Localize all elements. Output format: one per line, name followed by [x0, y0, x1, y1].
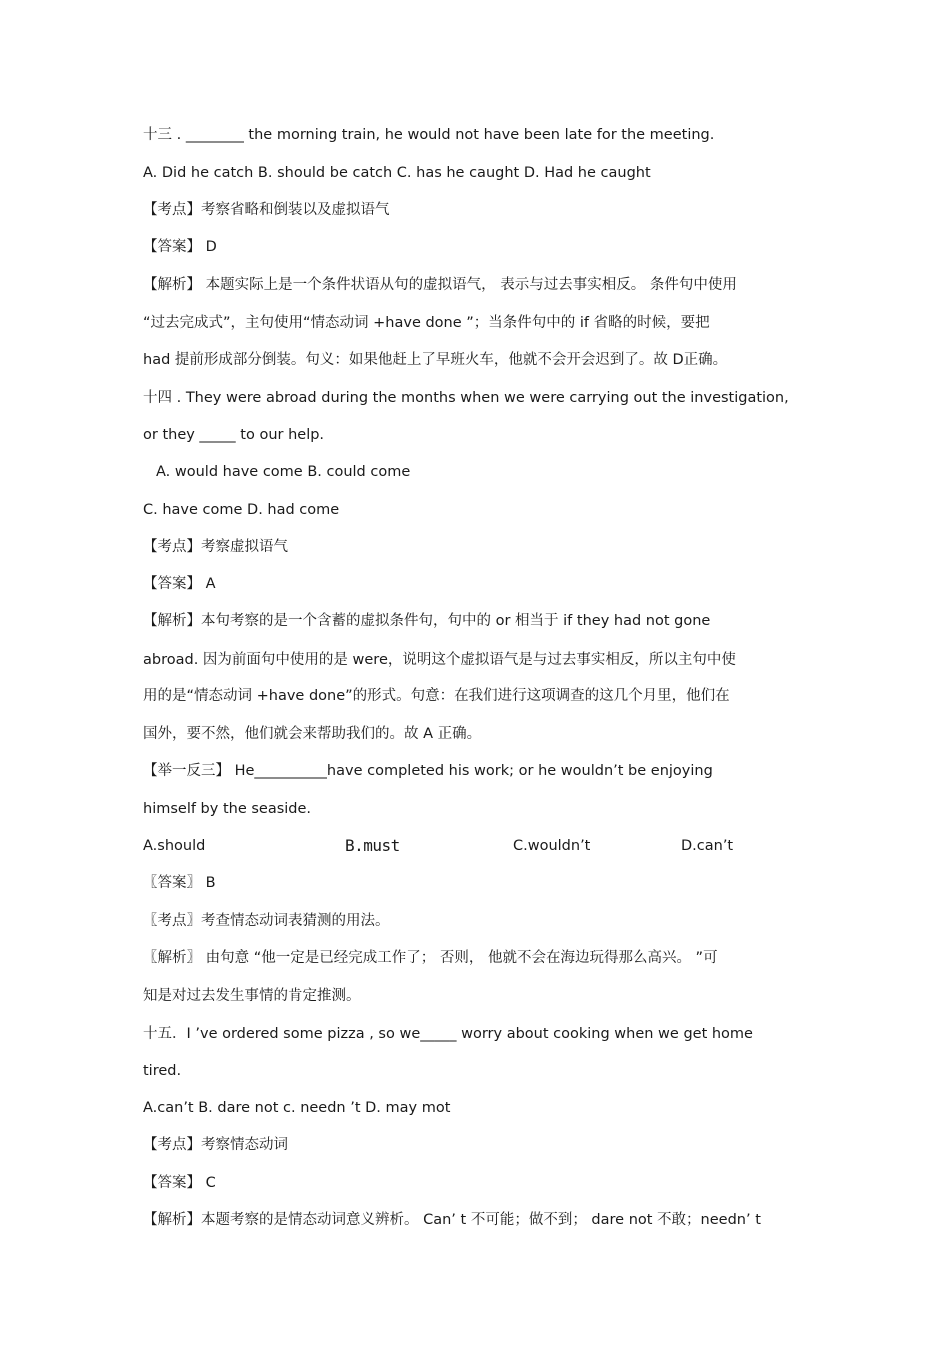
- q13-analysis-3: had 提前形成部分倒装。句义：如果他赶上了早班火车，他就不会开会迟到了。故 D正确。: [143, 352, 728, 368]
- question-15-cont: tired.: [143, 1063, 182, 1079]
- q14-analysis-4: 国外，要不然，他们就会来帮助我们的。故 A 正确。: [143, 726, 482, 742]
- ext-analysis-2: 知是对过去发生事情的肯定推测。: [143, 988, 361, 1004]
- extension-question-cont: himself by the seaside.: [143, 801, 312, 817]
- question-13: 十三 . ________ the morning train, he would not have been late for the meeting.: [143, 127, 715, 143]
- option-c: C.wouldn’t: [513, 838, 591, 854]
- option-d: D.can’t: [681, 838, 734, 854]
- ext-kaodian: 〖考点〗考查情态动词表猜测的用法。: [143, 913, 390, 929]
- q15-kaodian: 【考点】考察情态动词: [143, 1137, 288, 1153]
- q13-answer: 【答案】 D: [143, 239, 217, 255]
- q14-answer: 【答案】 A: [143, 576, 216, 592]
- question-14-cont: or they _____ to our help.: [143, 427, 325, 443]
- q14-analysis-1: 【解析】本句考察的是一个含蓄的虚拟条件句，句中的 or 相当于 if they had not gone: [143, 613, 711, 629]
- q15-answer: 【答案】 C: [143, 1175, 216, 1191]
- q15-analysis-1: 【解析】本题考察的是情态动词意义辨析。 Can’ t 不可能；做不到； dare not 不敢；needn’ t: [143, 1212, 761, 1228]
- q13-analysis-1: 【解析】 本题实际上是一个条件状语从句的虚拟语气， 表示与过去事实相反。 条件句中使用: [143, 277, 737, 293]
- ext-answer: 〖答案〗 B: [143, 875, 216, 891]
- q14-analysis-3: 用的是“情态动词 +have done”的形式。句意：在我们进行这项调查的这几个月里，他们在: [143, 688, 730, 704]
- option-b: B.must: [345, 836, 400, 855]
- q14-analysis-2: abroad. 因为前面句中使用的是 were，说明这个虚拟语气是与过去事实相反，所以主句中使: [143, 652, 736, 668]
- q13-kaodian: 【考点】考察省略和倒装以及虚拟语气: [143, 202, 390, 218]
- question-14-options-2: C. have come D. had come: [143, 502, 340, 518]
- option-a: A.should: [143, 838, 206, 854]
- question-14-options-1: A. would have come B. could come: [156, 464, 411, 480]
- q14-kaodian: 【考点】考察虚拟语气: [143, 539, 288, 555]
- q13-analysis-2: “过去完成式”，主句使用“情态动词 +have done ”；当条件句中的 if 省略的时候，要把: [143, 315, 710, 331]
- question-13-options: A. Did he catch B. should be catch C. has he caught D. Had he caught: [143, 165, 651, 181]
- question-15: 十五．I ’ve ordered some pizza , so we_____ worry about cooking when we get home: [143, 1026, 753, 1042]
- question-14: 十四 . They were abroad during the months when we were carrying out the investigation,: [143, 390, 789, 406]
- question-15-options: A.can’t B. dare not c. needn ’t D. may mot: [143, 1100, 451, 1116]
- extension-question: 【举一反三】 He__________have completed his work; or he wouldn’t be enjoying: [143, 763, 713, 779]
- ext-analysis-1: 〖解析〗 由句意 “他一定是已经完成工作了； 否则， 他就不会在海边玩得那么高兴。 ”可: [143, 950, 718, 966]
